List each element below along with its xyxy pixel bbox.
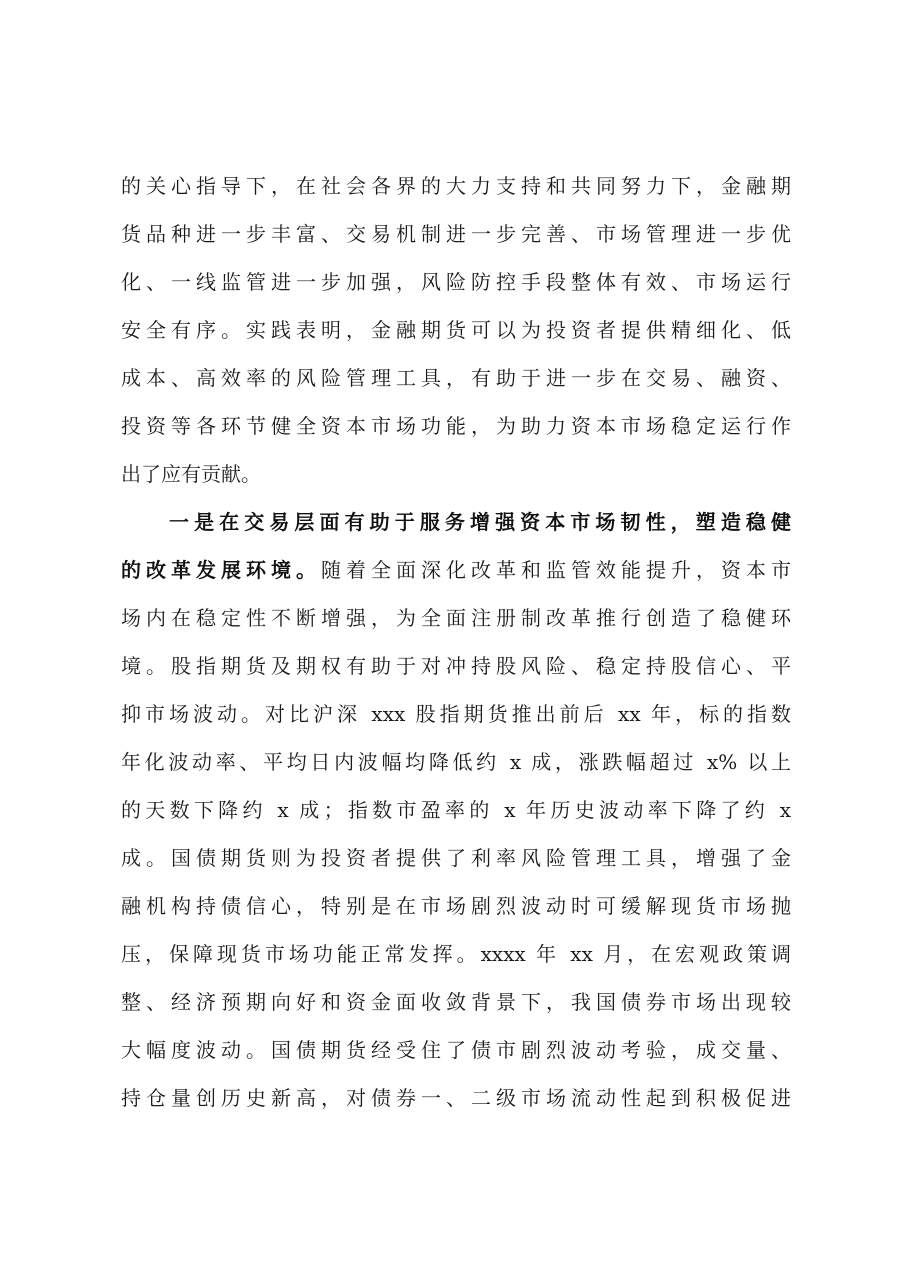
paragraph-line: 成。国债期货则为投资者提供了利率风险管理工具，增强了金 — [121, 846, 791, 870]
paragraph-line: 成本、高效率的风险管理工具，有助于进一步在交易、融资、 — [121, 366, 791, 390]
paragraph-line: 出了应有贡献。 — [121, 462, 261, 486]
paragraph-line: 大幅度波动。国债期货经受住了债市剧烈波动考验，成交量、 — [121, 1038, 791, 1062]
paragraph-line: 的关心指导下，在社会各界的大力支持和共同努力下，金融期 — [121, 174, 791, 198]
paragraph-line: 场内在稳定性不断增强，为全面注册制改革推行创造了稳健环 — [121, 606, 791, 630]
paragraph-line — [121, 558, 791, 582]
paragraph-line: 整、经济预期向好和资金面收敛背景下，我国债券市场出现较 — [121, 990, 791, 1014]
paragraph-line: 安全有序。实践表明，金融期货可以为投资者提供精细化、低 — [121, 318, 791, 342]
paragraph-line: 抑市场波动。对比沪深 xxx 股指期货推出前后 xx 年，标的指数 — [121, 702, 791, 726]
paragraph-line: 投资等各环节健全资本市场功能，为助力资本市场稳定运行作 — [121, 414, 791, 438]
paragraph-line-rest: 随着全面深化改革和监管效能提升，资本市 — [321, 558, 791, 582]
paragraph-line: 境。股指期货及期权有助于对冲持股风险、稳定持股信心、平 — [121, 654, 791, 678]
paragraph-lead-heading-end: 的改革发展环境。 — [121, 558, 321, 582]
paragraph-line: 持仓量创历史新高，对债券一、二级市场流动性起到积极促进 — [121, 1086, 791, 1110]
paragraph-line: 化、一线监管进一步加强，风险防控手段整体有效、市场运行 — [121, 270, 791, 294]
paragraph-line: 的天数下降约 x 成；指数市盈率的 x 年历史波动率下降了约 x — [121, 798, 791, 822]
paragraph-lead-heading: 一是在交易层面有助于服务增强资本市场韧性，塑造稳健 — [169, 510, 791, 534]
paragraph-line: 融机构持债信心，特别是在市场剧烈波动时可缓解现货市场抛 — [121, 894, 791, 918]
paragraph-line: 压，保障现货市场功能正常发挥。xxxx 年 xx 月，在宏观政策调 — [121, 942, 791, 966]
paragraph-line: 年化波动率、平均日内波幅均降低约 x 成，涨跌幅超过 x% 以上 — [121, 750, 791, 774]
paragraph-line: 货品种进一步丰富、交易机制进一步完善、市场管理进一步优 — [121, 222, 791, 246]
